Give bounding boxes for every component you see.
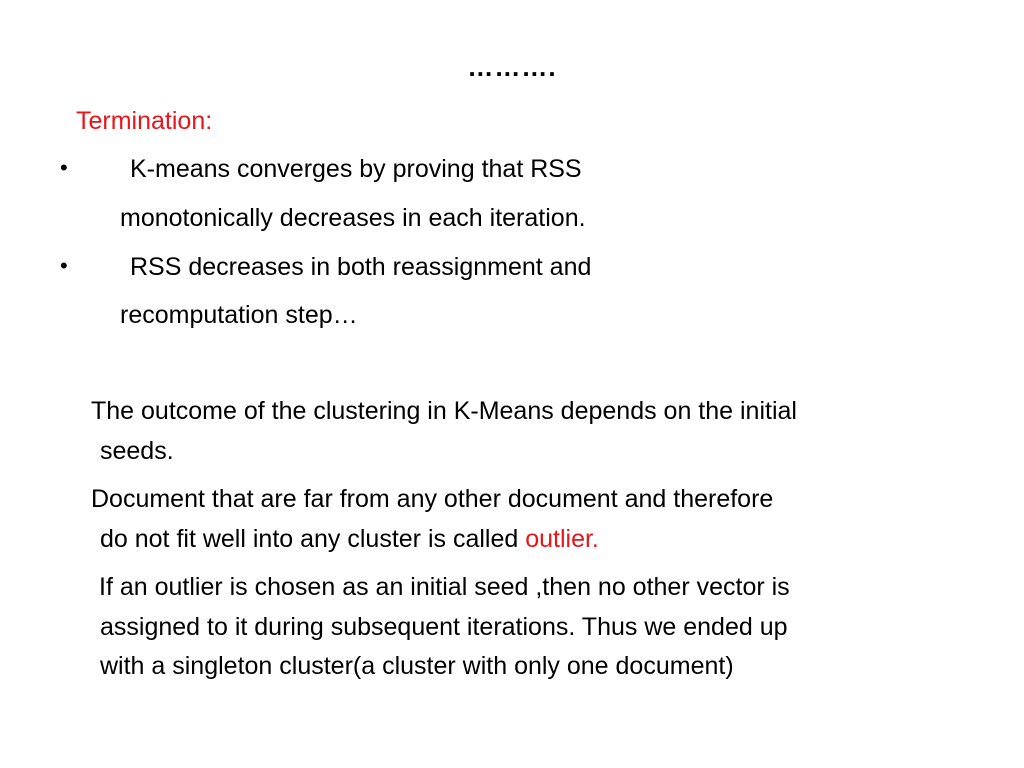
outlier-paragraph-line-2 — [100, 524, 599, 554]
outlier-term: outlier. — [525, 525, 599, 553]
bullet-icon: • — [60, 155, 68, 180]
singleton-paragraph-line-1: If an outlier is chosen as an initial seed ,then no other vector is — [99, 573, 790, 601]
seeds-paragraph-line-1: The outcome of the clustering in K-Means depends on the initial — [91, 397, 797, 425]
outlier-paragraph-text: do not fit well into any cluster is called — [100, 525, 526, 553]
seeds-paragraph-line-2: seeds. — [100, 437, 174, 465]
bullet-1-line-1: K-means converges by proving that RSS — [130, 155, 582, 183]
singleton-paragraph-line-2: assigned to it during subsequent iterations. Thus we ended up — [100, 613, 788, 641]
outlier-paragraph-line-1: Document that are far from any other document and therefore — [91, 485, 774, 513]
bullet-2-line-2: recomputation step… — [120, 301, 358, 329]
slide-title: ………. — [467, 52, 557, 82]
bullet-icon: • — [60, 253, 68, 278]
bullet-1-line-2: monotonically decreases in each iteration. — [120, 204, 586, 232]
termination-heading: Termination: — [76, 107, 213, 135]
singleton-paragraph-line-3: with a singleton cluster(a cluster with only one document) — [100, 652, 734, 680]
bullet-2-line-1: RSS decreases in both reassignment and — [130, 253, 592, 281]
